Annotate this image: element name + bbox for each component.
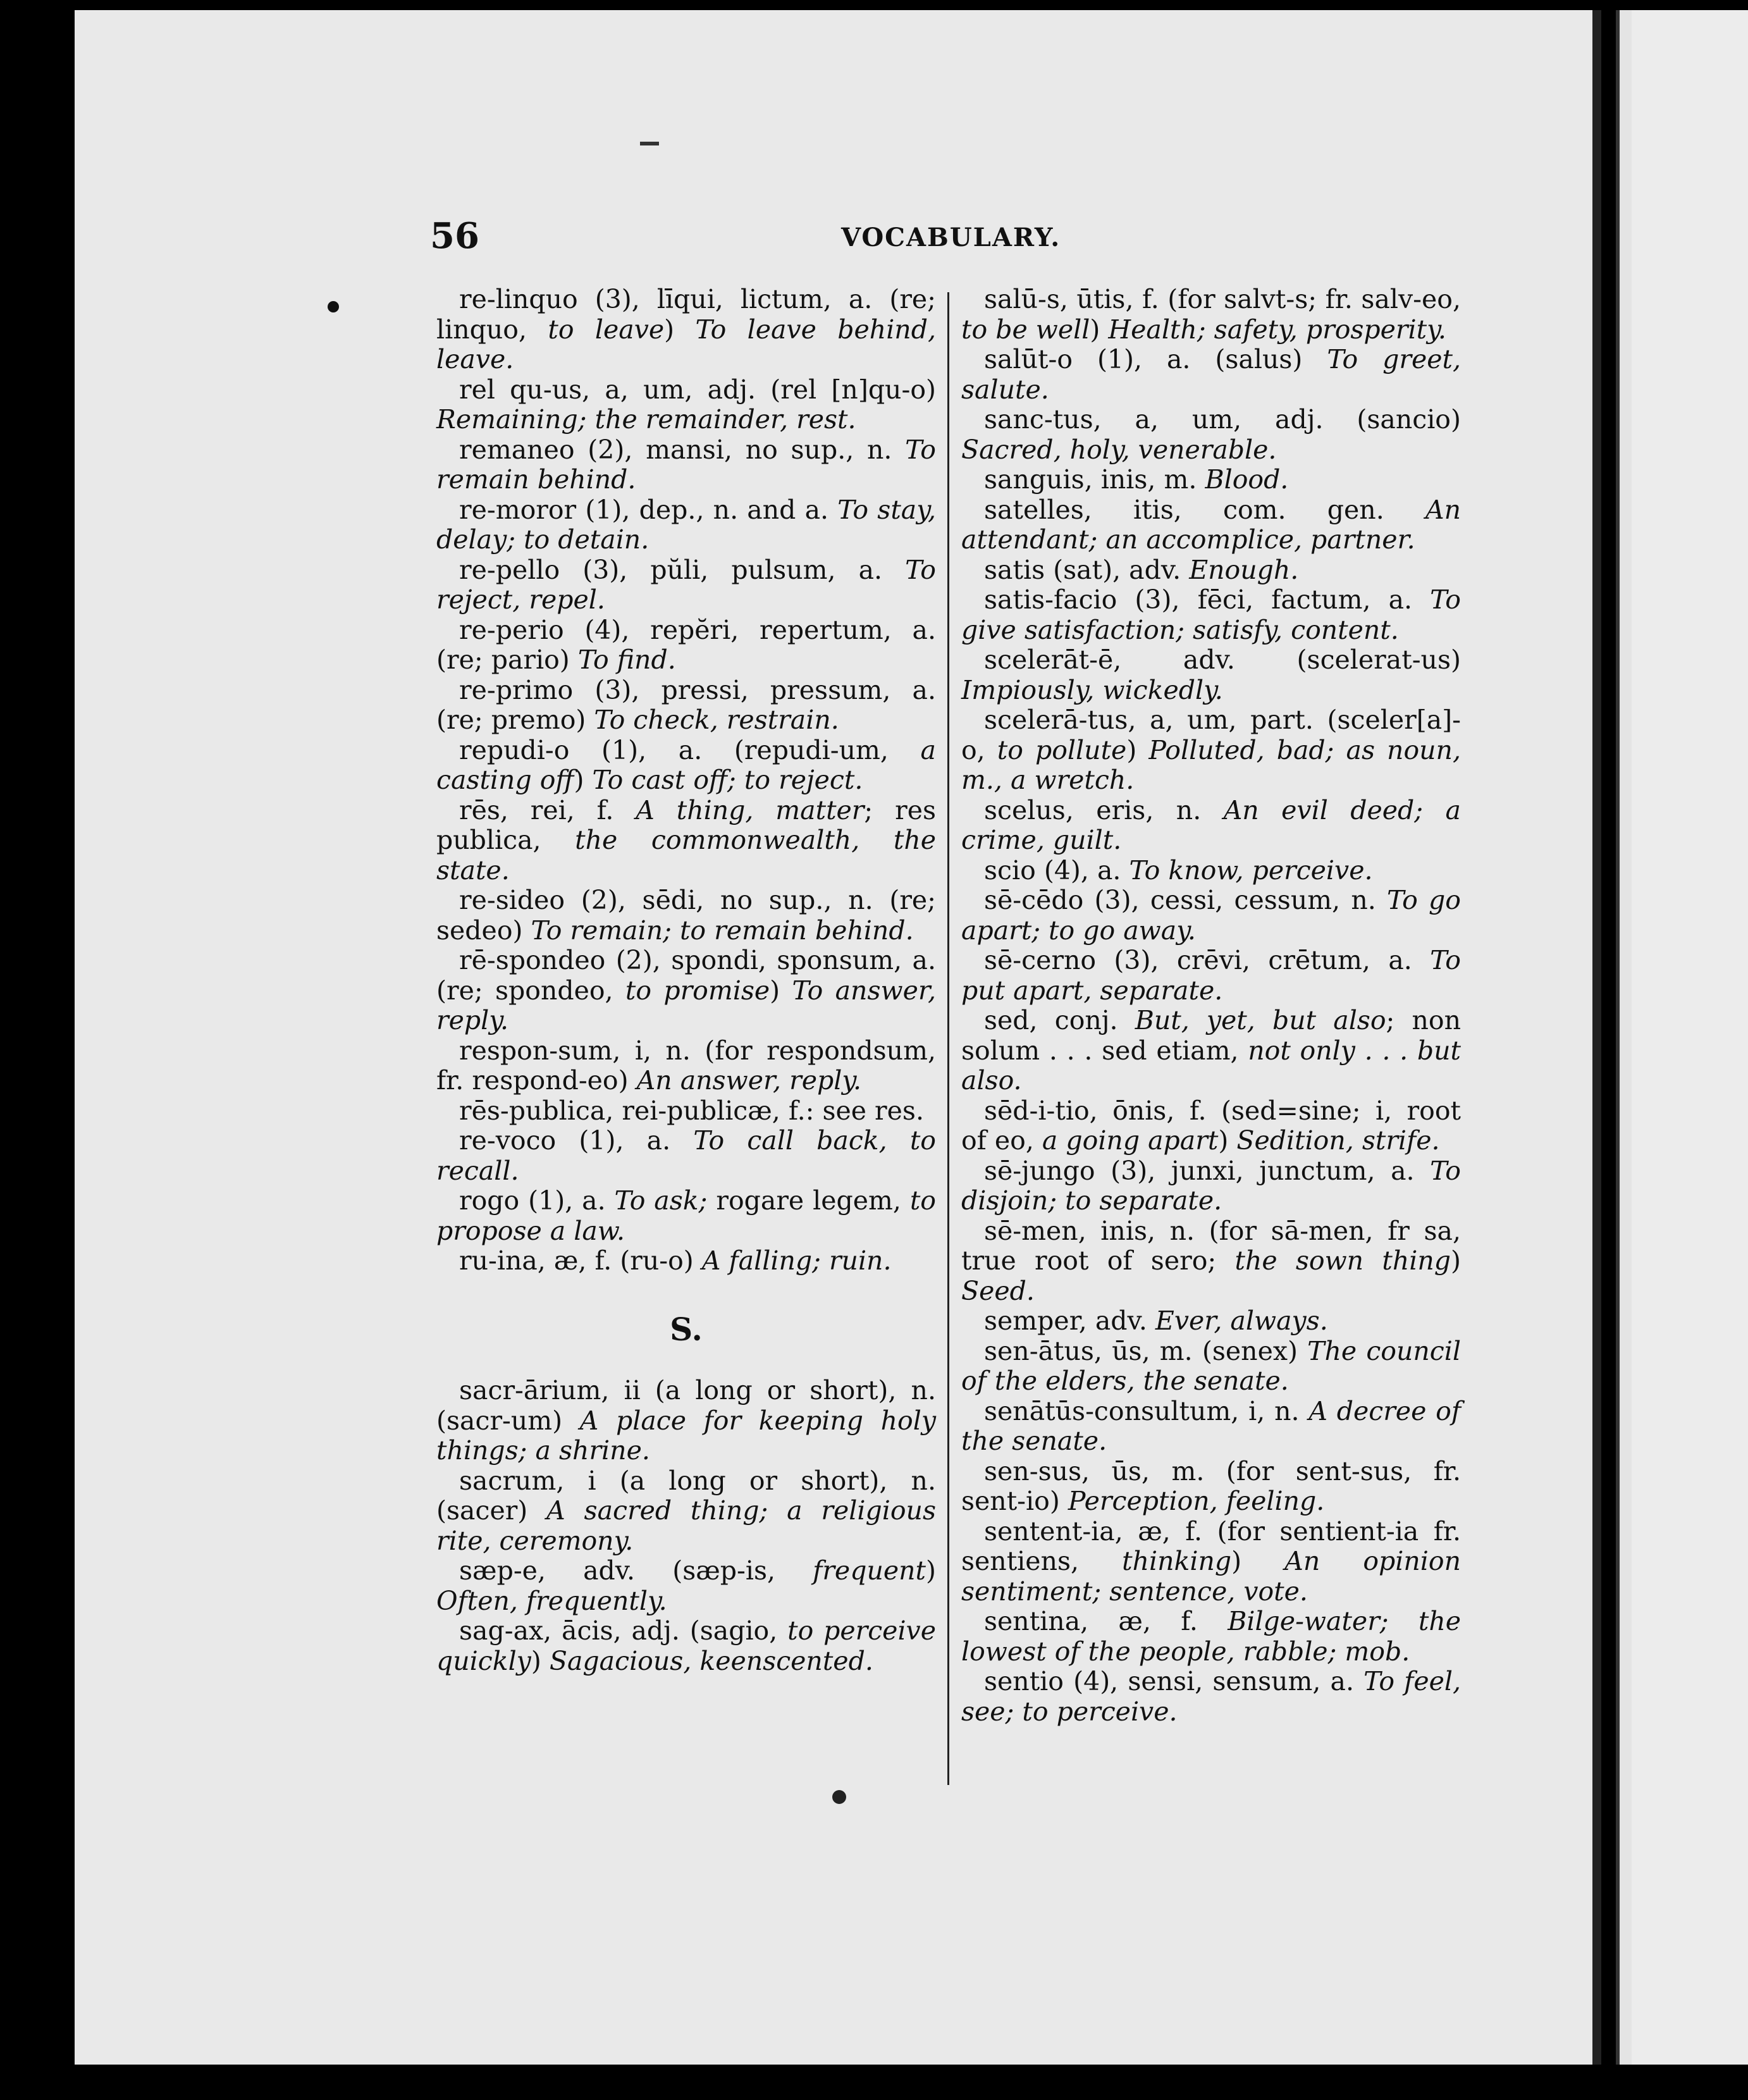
dictionary-entry [961, 585, 1461, 645]
dictionary-entry [961, 1337, 1461, 1397]
dictionary-entry [961, 1096, 1461, 1156]
dictionary-entry [436, 886, 936, 946]
entry-gloss: To know, perceive. [1129, 855, 1373, 886]
entry-gloss: To remain; to remain behind. [531, 915, 914, 946]
running-head: VOCABULARY. [841, 223, 1061, 252]
dictionary-entry [436, 1556, 936, 1616]
entry-headword: re-voco (1), a. [459, 1125, 694, 1156]
dictionary-entry [436, 736, 936, 796]
ink-dot [832, 1790, 846, 1804]
entry-gloss: An evil deed; a crime, guilt. [961, 794, 1461, 855]
entry-headword: sentent-ia, æ, f. (for sentient-ia fr. sentiens, [961, 1516, 1461, 1576]
entry-gloss: Perception, feeling. [1068, 1486, 1325, 1516]
entry-headword: ) [1231, 1546, 1285, 1576]
page-number: 56 [430, 215, 479, 257]
entry-headword: sanc-tus, a, um, adj. (sancio) [984, 404, 1461, 435]
entry-headword: re-sideo (2), sēdi, no sup., n. (re; sedeo) [436, 885, 936, 946]
right-column [961, 285, 1461, 1727]
page-header [430, 215, 1100, 259]
entry-gloss: Enough. [1189, 554, 1299, 585]
dictionary-entry [436, 1186, 936, 1246]
dictionary-entry [436, 435, 936, 495]
entry-gloss: To give satisfaction; satisfy, content. [961, 584, 1461, 645]
dictionary-entry [961, 465, 1461, 495]
dictionary-entry [961, 645, 1461, 705]
dictionary-entry [961, 1517, 1461, 1607]
entry-headword: rel qu-us, a, um, adj. (rel [n]qu-o) [459, 374, 936, 405]
entry-headword: ) [531, 1645, 550, 1676]
entry-gloss: Blood. [1205, 464, 1289, 495]
entry-gloss: An answer, reply. [636, 1065, 862, 1096]
entry-headword: re-moror (1), dep., n. and a. [459, 494, 838, 525]
entry-headword: rēs-publica, rei-publicæ, f.: see res. [459, 1095, 924, 1126]
dictionary-entry [436, 1246, 936, 1276]
dictionary-entry [436, 1376, 936, 1466]
dictionary-entry [961, 345, 1461, 405]
entry-headword: ) [926, 1555, 936, 1586]
entry-headword: sacrum, i (a long or short), n. (sacer) [436, 1465, 936, 1526]
entry-headword: sanguis, inis, m. [984, 464, 1205, 495]
entry-gloss: Sedition, strife. [1236, 1125, 1440, 1156]
entry-gloss: To stay, delay; to detain. [436, 494, 936, 555]
dictionary-entry [436, 946, 936, 1036]
entry-gloss: A place for keeping holy things; a shrine. [436, 1405, 936, 1466]
entry-gloss: to perceive quickly [436, 1615, 936, 1676]
column-divider [947, 292, 949, 1785]
entry-headword: satelles, itis, com. gen. [984, 494, 1425, 525]
dictionary-entry [436, 796, 936, 886]
dictionary-entry [436, 1096, 936, 1127]
entry-headword: ) [1218, 1125, 1237, 1156]
entry-headword: satis-facio (3), fēci, factum, a. [984, 584, 1431, 615]
entry-headword: sē-men, inis, n. (for sā-men, fr sa, true root of sero; [961, 1215, 1461, 1276]
entry-gloss: To find. [577, 645, 676, 675]
entry-gloss: To go apart; to go away. [961, 885, 1461, 946]
facing-page-inner [1632, 10, 1748, 2065]
entry-gloss: Remaining; the remainder, rest. [436, 404, 856, 435]
entry-gloss: Bilge-water; the lowest of the people, rabble; mob. [961, 1606, 1461, 1667]
entry-gloss: To leave behind, leave. [436, 314, 936, 374]
entry-gloss: To check, restrain. [594, 705, 839, 735]
dictionary-entry [436, 615, 936, 676]
entry-gloss: thinking [1122, 1546, 1232, 1576]
entry-gloss: To disjoin; to separate. [961, 1155, 1461, 1216]
entry-gloss: not only . . . but also. [961, 1035, 1461, 1096]
entry-gloss: To ask; [614, 1185, 708, 1216]
entry-headword: satis (sat), adv. [984, 554, 1190, 585]
entry-gloss: To put apart, separate. [961, 945, 1461, 1006]
entry-headword: sē-jungo (3), junxi, junctum, a. [984, 1155, 1431, 1186]
entry-headword: rē-spondeo (2), spondi, sponsum, a. (re; spondeo, [436, 945, 936, 1006]
dictionary-entry [961, 1607, 1461, 1667]
dictionary-entry [961, 796, 1461, 856]
entry-headword: re-linquo (3), līqui, lictum, a. (re; linquo, [436, 284, 936, 345]
entry-headword: scelus, eris, n. [984, 794, 1224, 825]
entry-gloss: Sacred, holy, venerable. [961, 434, 1277, 465]
entry-headword: ) [664, 314, 696, 345]
entry-gloss: To feel, see; to perceive. [961, 1666, 1461, 1727]
entry-headword: rēs, rei, f. [459, 794, 636, 825]
entry-headword: ) [1451, 1245, 1461, 1276]
entry-gloss: Seed. [961, 1275, 1035, 1306]
dictionary-entry [436, 676, 936, 736]
entry-headword: salū-s, ūtis, f. (for salvt-s; fr. salv-eo, [984, 284, 1461, 314]
dictionary-entry [961, 1156, 1461, 1216]
entry-gloss: Impiously, wickedly. [961, 674, 1223, 705]
entry-headword: senātūs-consultum, i, n. [984, 1395, 1309, 1426]
entry-headword: ; res publica, [436, 794, 936, 855]
dictionary-entry [436, 1466, 936, 1557]
dictionary-entry [961, 495, 1461, 555]
entry-headword: ) [574, 765, 593, 795]
entry-headword: sen-sus, ūs, m. (for sent-sus, fr. sent-io) [961, 1455, 1461, 1516]
entry-headword: sen-ātus, ūs, m. (senex) [984, 1335, 1308, 1366]
entry-gloss: To reject, repel. [436, 554, 936, 615]
dictionary-entry [961, 555, 1461, 586]
dictionary-entry [436, 1616, 936, 1676]
dictionary-entry [961, 1397, 1461, 1457]
entry-headword: ru-ina, æ, f. (ru-o) [459, 1245, 702, 1276]
entry-headword: sæp-e, adv. (sæp-is, [459, 1555, 813, 1586]
dictionary-entry [961, 285, 1461, 345]
entry-headword: remaneo (2), mansi, no sup., n. [459, 434, 906, 465]
entry-headword: repudi-o (1), a. (repudi-um, [459, 734, 921, 765]
entry-headword: re-primo (3), pressi, pressum, a. (re; premo) [436, 674, 936, 735]
entry-gloss: To call back, to recall. [436, 1125, 936, 1186]
entry-gloss: Often, frequently. [436, 1585, 667, 1616]
entry-gloss: A thing, matter [636, 794, 865, 825]
entry-gloss: An attendant; an accomplice, partner. [961, 494, 1461, 555]
dictionary-entry [961, 1457, 1461, 1517]
entry-headword: scio (4), a. [984, 855, 1129, 886]
entry-gloss: A decree of the senate. [961, 1395, 1461, 1456]
dictionary-entry [436, 495, 936, 555]
entry-headword: respon-sum, i, n. (for respondsum, fr. respond-eo) [436, 1035, 936, 1096]
entry-headword: ) [1090, 314, 1109, 345]
entry-gloss: the commonwealth, the state. [436, 825, 936, 886]
entry-headword: rogo (1), a. [459, 1185, 615, 1216]
entry-gloss: to propose a law. [436, 1185, 936, 1246]
dictionary-entry [961, 946, 1461, 1006]
dictionary-entry [436, 1126, 936, 1186]
entry-gloss: Ever, always. [1155, 1306, 1328, 1336]
entry-headword: rogare legem, [707, 1185, 910, 1216]
entry-gloss: A falling; ruin. [701, 1245, 892, 1276]
entry-headword: scelerāt-ē, adv. (scelerat-us) [984, 645, 1461, 675]
entry-gloss: Polluted, bad; as noun, m., a wretch. [961, 734, 1461, 795]
entry-gloss: to pollute [997, 734, 1127, 765]
section-letter: S. [670, 1310, 703, 1348]
dictionary-entry [961, 1306, 1461, 1337]
entry-list [961, 285, 1461, 1727]
dictionary-entry [961, 405, 1461, 465]
entry-headword: ; non solum . . . sed etiam, [961, 1005, 1461, 1066]
entry-headword: ) [770, 975, 792, 1006]
entry-gloss: An opinion sentiment; sentence, vote. [961, 1546, 1462, 1607]
entry-list [436, 285, 936, 1276]
entry-headword: ) [1126, 734, 1149, 765]
entry-headword: sag-ax, ācis, adj. (sagio, [459, 1615, 788, 1646]
ink-mark [640, 142, 659, 145]
dictionary-entry [961, 856, 1461, 886]
entry-gloss: to be well [961, 314, 1090, 345]
entry-list [436, 1376, 936, 1676]
entry-gloss: To cast off; to reject. [592, 765, 863, 795]
entry-headword: scelerā-tus, a, um, part. (sceler[a]-o, [961, 705, 1461, 765]
dictionary-entry [436, 285, 936, 375]
entry-gloss: A sacred thing; a religious rite, ceremony. [436, 1495, 936, 1556]
entry-headword: salūt-o (1), a. (salus) [984, 344, 1327, 374]
dictionary-entry [436, 1036, 936, 1096]
entry-headword: re-pello (3), pŭli, pulsum, a. [459, 554, 906, 585]
dictionary-entry [436, 555, 936, 615]
entry-gloss: Sagacious, keenscented. [549, 1645, 873, 1676]
entry-gloss: a going apart [1042, 1125, 1219, 1156]
entry-gloss: But, yet, but also [1135, 1005, 1386, 1035]
dictionary-entry [961, 705, 1461, 796]
entry-headword: sacr-ārium, ii (a long or short), n. (sacr-um) [436, 1375, 936, 1436]
entry-headword: semper, adv. [984, 1306, 1155, 1336]
dictionary-entry [961, 1216, 1461, 1307]
dictionary-entry [961, 886, 1461, 946]
entry-gloss: to promise [625, 975, 770, 1006]
entry-headword: sentio (4), sensi, sensum, a. [984, 1666, 1364, 1696]
entry-gloss: The council of the elders, the senate. [961, 1335, 1461, 1396]
entry-headword: sentina, æ, f. [984, 1606, 1228, 1636]
entry-gloss: Health; safety, prosperity. [1108, 314, 1446, 345]
entry-gloss: To remain behind. [436, 434, 936, 495]
entry-headword: sē-cēdo (3), cessi, cessum, n. [984, 885, 1387, 915]
entry-gloss: the sown thing [1234, 1245, 1451, 1276]
entry-gloss: To answer, reply. [436, 975, 936, 1035]
entry-headword: sē-cerno (3), crēvi, crētum, a. [984, 945, 1431, 975]
dictionary-entry [961, 1006, 1461, 1096]
entry-gloss: frequent [813, 1555, 926, 1586]
entry-headword: sed, conj. [984, 1005, 1135, 1035]
left-column [436, 285, 936, 1676]
dictionary-entry [961, 1667, 1461, 1727]
ink-dot [328, 301, 339, 312]
entry-gloss: a casting off [436, 734, 936, 795]
entry-gloss: To greet, salute. [961, 344, 1461, 405]
entry-gloss: to leave [548, 314, 665, 345]
entry-headword: sēd-i-tio, ōnis, f. (sed=sine; i, root of eo, [961, 1095, 1461, 1156]
dictionary-entry [436, 375, 936, 435]
entry-headword: re-perio (4), repĕri, repertum, a. (re; pario) [436, 614, 936, 675]
